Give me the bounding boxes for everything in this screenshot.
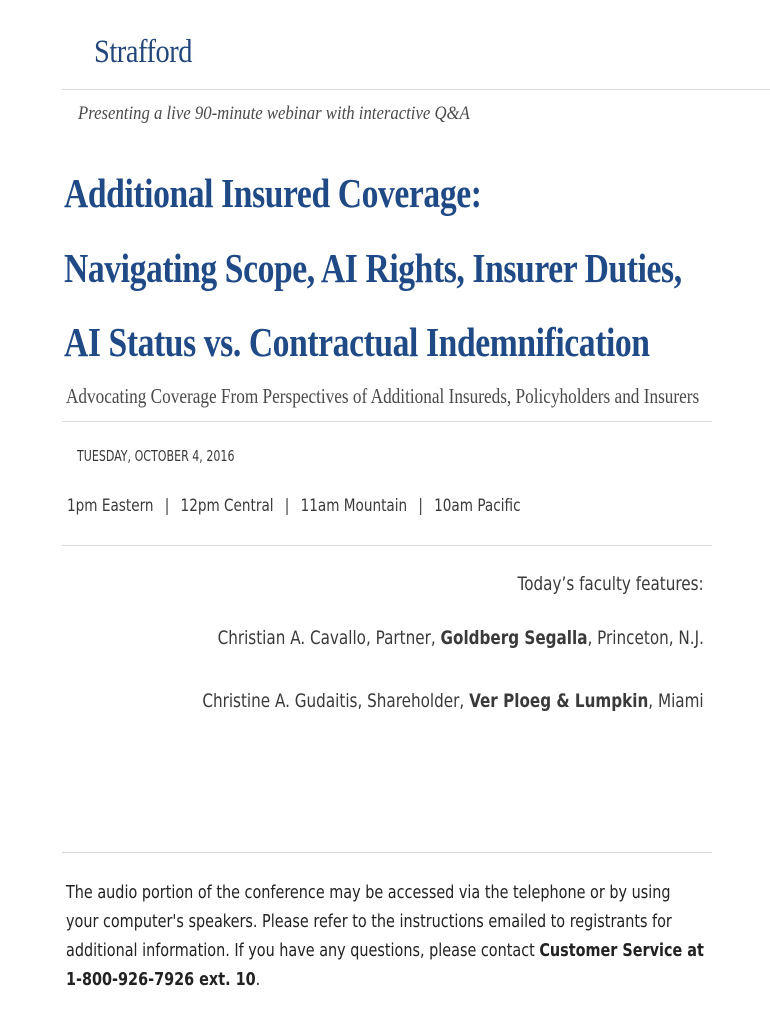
audio-notice-end: . — [255, 969, 261, 990]
time-pacific: 10am Pacific — [434, 496, 521, 516]
title-line-3: AI Status vs. Contractual Indemnification — [64, 319, 650, 365]
time-separator: | — [284, 496, 290, 516]
faculty-firm: Goldberg Segalla — [440, 627, 588, 649]
audio-notice — [66, 878, 706, 994]
faculty-heading: Today’s faculty features: — [517, 573, 704, 595]
faculty-member — [203, 690, 704, 712]
webinar-times — [67, 496, 521, 516]
faculty-location: , Princeton, N.J. — [587, 627, 704, 649]
time-separator: | — [164, 496, 170, 516]
section-divider — [62, 545, 712, 546]
faculty-name-role: Christine A. Gudaitis, Shareholder, — [202, 690, 470, 712]
faculty-name-role: Christian A. Cavallo, Partner, — [217, 627, 441, 649]
webinar-date: TUESDAY, OCTOBER 4, 2016 — [77, 447, 235, 465]
header-divider — [62, 89, 770, 90]
title-line-2: Navigating Scope, AI Rights, Insurer Duties, — [64, 245, 682, 291]
audio-notice-text: The audio portion of the conference may be accessed via the telephone or by using your computer's speakers. Please refer to the instructions emailed to registrants for additional information. If you have any questions, please contact — [66, 882, 672, 961]
title-line-1: Additional Insured Coverage: — [64, 170, 482, 216]
faculty-firm: Ver Ploeg & Lumpkin — [469, 690, 649, 712]
time-mountain: 11am Mountain — [300, 496, 408, 516]
footer-divider — [62, 852, 712, 853]
time-separator: | — [418, 496, 423, 516]
customer-service-contact: Customer Service at 1-800-926-7926 ext. 10 — [66, 940, 704, 990]
faculty-member — [218, 627, 704, 649]
section-divider — [62, 421, 712, 422]
webinar-tagline: Presenting a live 90-minute webinar with interactive Q&A — [78, 103, 470, 124]
webinar-subtitle: Advocating Coverage From Perspectives of Additional Insureds, Policyholders and Insurers — [66, 384, 700, 408]
time-eastern: 1pm Eastern — [67, 496, 154, 516]
strafford-logo: Strafford — [94, 34, 193, 70]
faculty-location: , Miami — [648, 690, 704, 712]
time-central: 12pm Central — [180, 496, 274, 516]
